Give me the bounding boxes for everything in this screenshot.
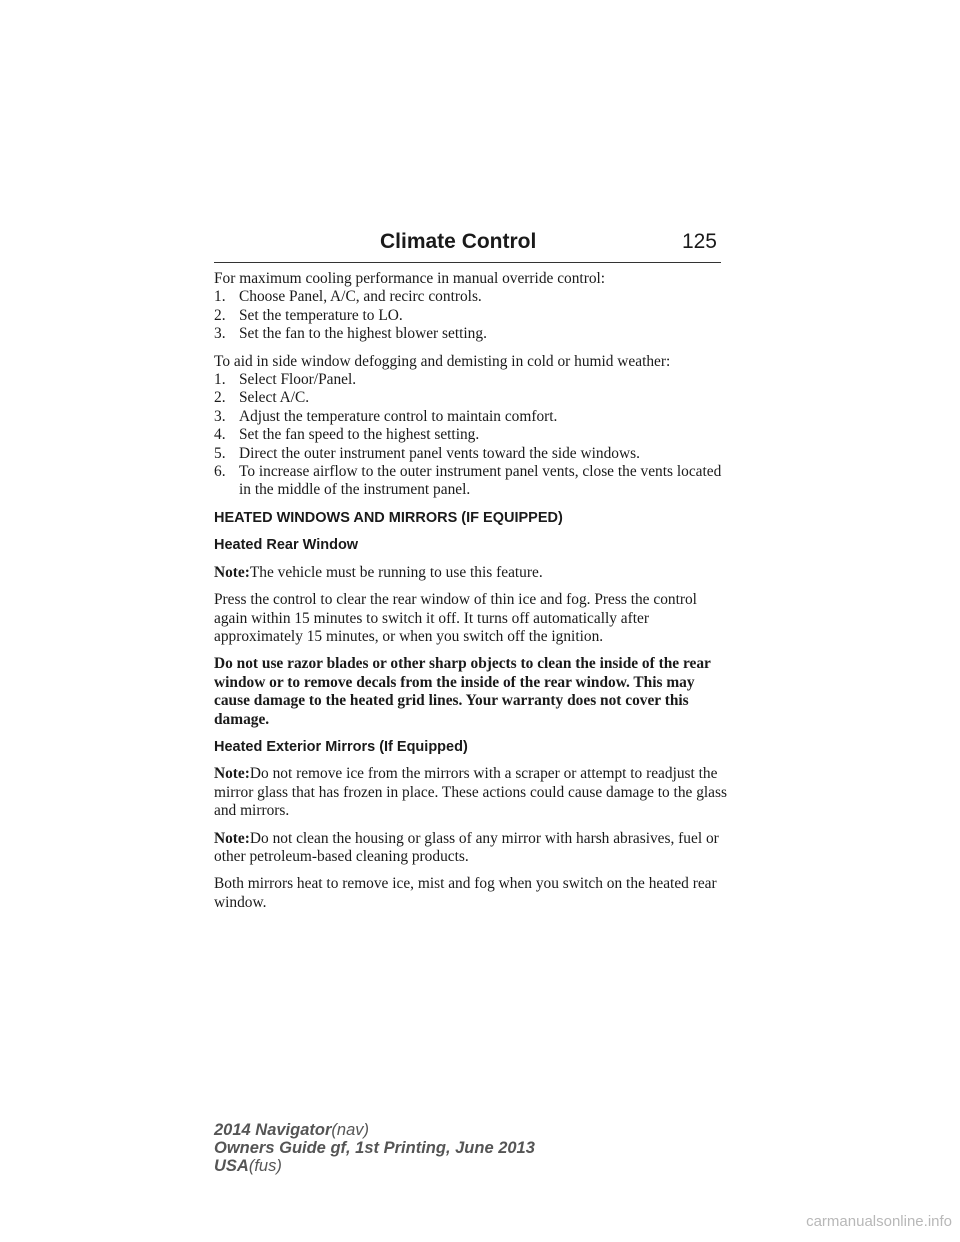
- list-item: [214, 426, 734, 444]
- body-paragraph: Both mirrors heat to remove ice, mist and fog when you switch on the heated rear window.: [214, 875, 717, 911]
- subsection-heading: Heated Rear Window: [214, 537, 359, 554]
- list-number: 2.: [214, 306, 226, 324]
- list-number: 3.: [214, 325, 226, 343]
- list-text: Choose Panel, A/C, and recirc controls.: [239, 288, 482, 306]
- list-item: [214, 408, 734, 426]
- note: [214, 564, 734, 582]
- page-title: Climate Control: [380, 230, 537, 253]
- footer-line: [214, 1121, 535, 1139]
- list-number: 2.: [214, 389, 226, 407]
- list-number: 1.: [214, 371, 226, 389]
- list-text: Set the fan speed to the highest setting.: [239, 426, 480, 444]
- footer-market-code: (fus): [248, 1157, 282, 1175]
- footer-edition: Owners Guide gf, 1st Printing, June 2013: [214, 1139, 535, 1157]
- page-header: [214, 226, 721, 263]
- note-label: Note:: [214, 829, 250, 847]
- body-paragraph: Press the control to clear the rear window of thin ice and fog. Press the control again within 15 minutes to switch it off. It turns off automatically after approximately 15 minutes, or when you switch off the ignition.: [214, 591, 697, 645]
- list-text: Set the fan to the highest blower setting.: [239, 325, 487, 343]
- section-heading: HEATED WINDOWS AND MIRRORS (IF EQUIPPED): [214, 509, 563, 526]
- note-label: Note:: [214, 765, 250, 783]
- footer-model: 2014 Navigator: [214, 1121, 332, 1139]
- note-text: Do not clean the housing or glass of any mirror with harsh abrasives, fuel or other petroleum-based cleaning products.: [214, 829, 719, 865]
- list-number: 5.: [214, 444, 226, 462]
- list-number: 6.: [214, 463, 226, 481]
- note-text: Do not remove ice from the mirrors with a scraper or attempt to readjust the mirror glass that has frozen in place. These actions could cause damage to the glass and mirrors.: [214, 765, 727, 820]
- warning-text: Do not use razor blades or other sharp objects to clean the inside of the rear window or to remove decals from the inside of the rear window. This may cause damage to the heated grid lines. Your warranty does not cover this damage.: [214, 655, 711, 728]
- list-number: 1.: [214, 288, 226, 306]
- cooling-intro: For maximum cooling performance in manual override control:: [214, 270, 606, 287]
- list-item: [214, 288, 734, 306]
- footer-model-code: (nav): [331, 1121, 369, 1139]
- note-label: Note:: [214, 563, 250, 581]
- footer-line: [214, 1157, 535, 1175]
- list-number: 4.: [214, 426, 226, 444]
- list-text: Select Floor/Panel.: [239, 371, 357, 389]
- page-footer: [214, 1121, 535, 1175]
- list-item: [214, 371, 734, 389]
- list-item: [214, 389, 734, 407]
- list-text: Set the temperature to LO.: [239, 306, 403, 324]
- note-text: The vehicle must be running to use this feature.: [249, 563, 543, 581]
- list-text: To increase airflow to the outer instrument panel vents, close the vents located in the middle of the instrument panel.: [239, 463, 722, 499]
- list-item: [214, 325, 734, 343]
- list-text: Select A/C.: [239, 389, 310, 407]
- list-text: Direct the outer instrument panel vents toward the side windows.: [239, 444, 640, 462]
- note: [214, 765, 734, 820]
- list-text: Adjust the temperature control to maintain comfort.: [239, 407, 558, 425]
- list-item: [214, 445, 734, 463]
- note: [214, 830, 734, 867]
- subsection-heading: Heated Exterior Mirrors (If Equipped): [214, 738, 468, 755]
- defog-intro: To aid in side window defogging and demisting in cold or humid weather:: [214, 352, 671, 370]
- list-item: [214, 307, 734, 325]
- list-number: 3.: [214, 407, 226, 425]
- watermark: carmanualsonline.info: [806, 1213, 952, 1230]
- page-content: [214, 270, 734, 912]
- page-number: 125: [681, 230, 717, 253]
- footer-market: USA: [214, 1157, 249, 1175]
- list-item: [214, 463, 734, 500]
